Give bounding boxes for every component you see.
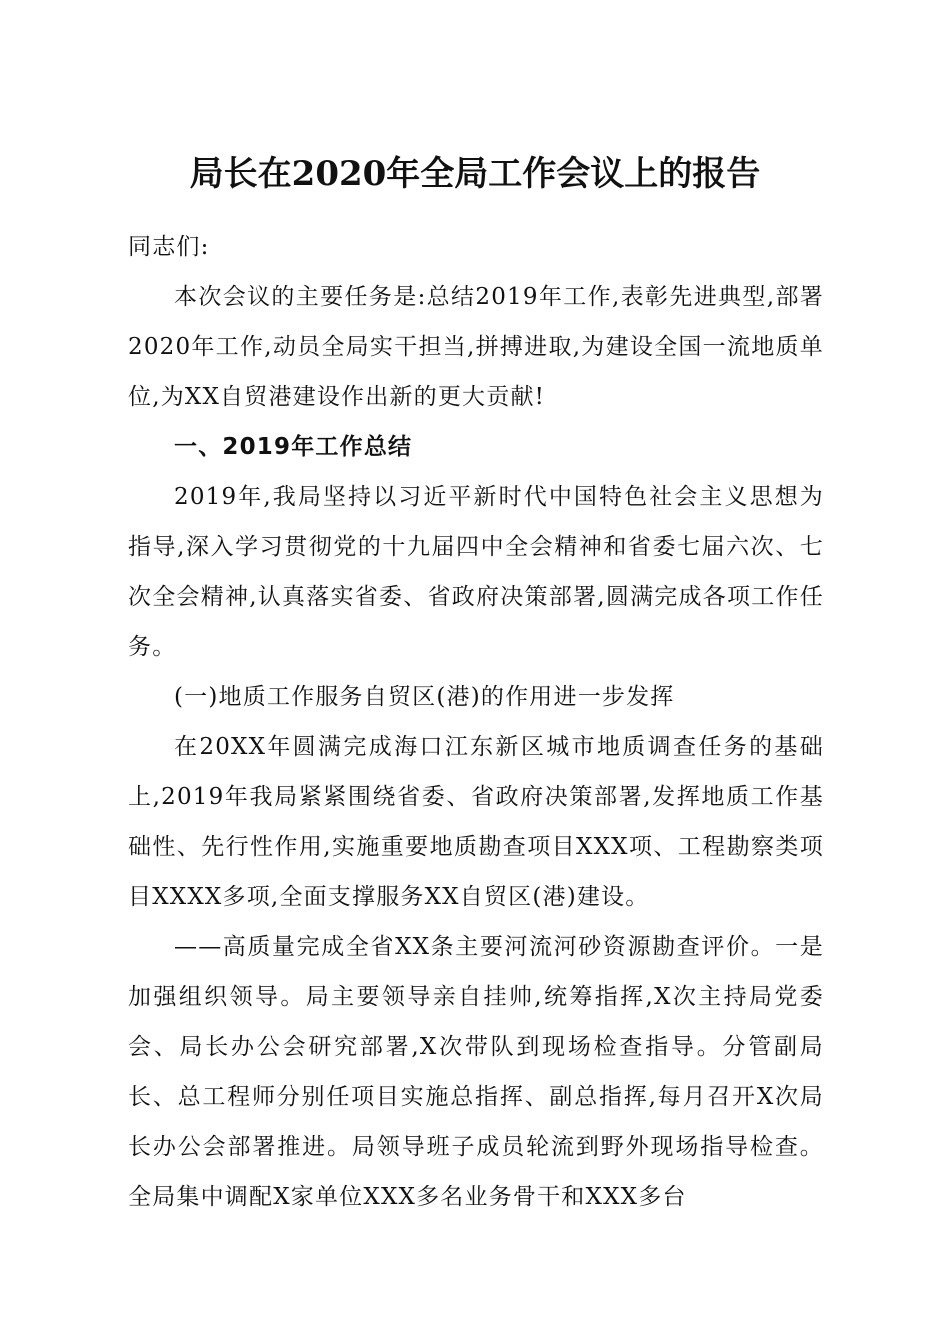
paragraph-intro: 本次会议的主要任务是:总结2019年工作,表彰先进典型,部署2020年工作,动员全局实干担当,拼搏进取,为建设全国一流地质单位,为XX自贸港建设作出新的更大贡献! bbox=[128, 284, 824, 410]
paragraph-summary: 2019年,我局坚持以习近平新时代中国特色社会主义思想为指导,深入学习贯彻党的十九届四中全会精神和省委七届六次、七次全会精神,认真落实省委、省政府决策部署,圆满完成各项工作任务。 bbox=[128, 484, 824, 660]
paragraph-geology-service: 在20XX年圆满完成海口江东新区城市地质调查任务的基础上,2019年我局紧紧围绕省委、省政府决策部署,发挥地质工作基础性、先行性作用,实施重要地质勘查项目XXX项、工程勘察类项目XXXX多项,全面支撑服务XX自贸区(港)建设。 bbox=[128, 734, 824, 910]
document-title: 局长在2020年全局工作会议上的报告 bbox=[189, 154, 761, 194]
document-body bbox=[128, 222, 824, 1222]
subsection-heading-1: (一)地质工作服务自贸区(港)的作用进一步发挥 bbox=[174, 684, 675, 710]
paragraph-river-sand: ——高质量完成全省XX条主要河流河砂资源勘查评价。一是加强组织领导。局主要领导亲自挂帅,统筹指挥,X次主持局党委会、局长办公会研究部署,X次带队到现场检查指导。分管副局长、总工程师分别任项目实施总指挥、副总指挥,每月召开X次局长办公会部署推进。局领导班子成员轮流到野外现场指导检查。全局集中调配X家单位XXX多名业务骨干和XXX多台 bbox=[128, 934, 824, 1210]
section-heading-1: 一、2019年工作总结 bbox=[174, 434, 413, 460]
salutation: 同志们: bbox=[128, 234, 210, 260]
